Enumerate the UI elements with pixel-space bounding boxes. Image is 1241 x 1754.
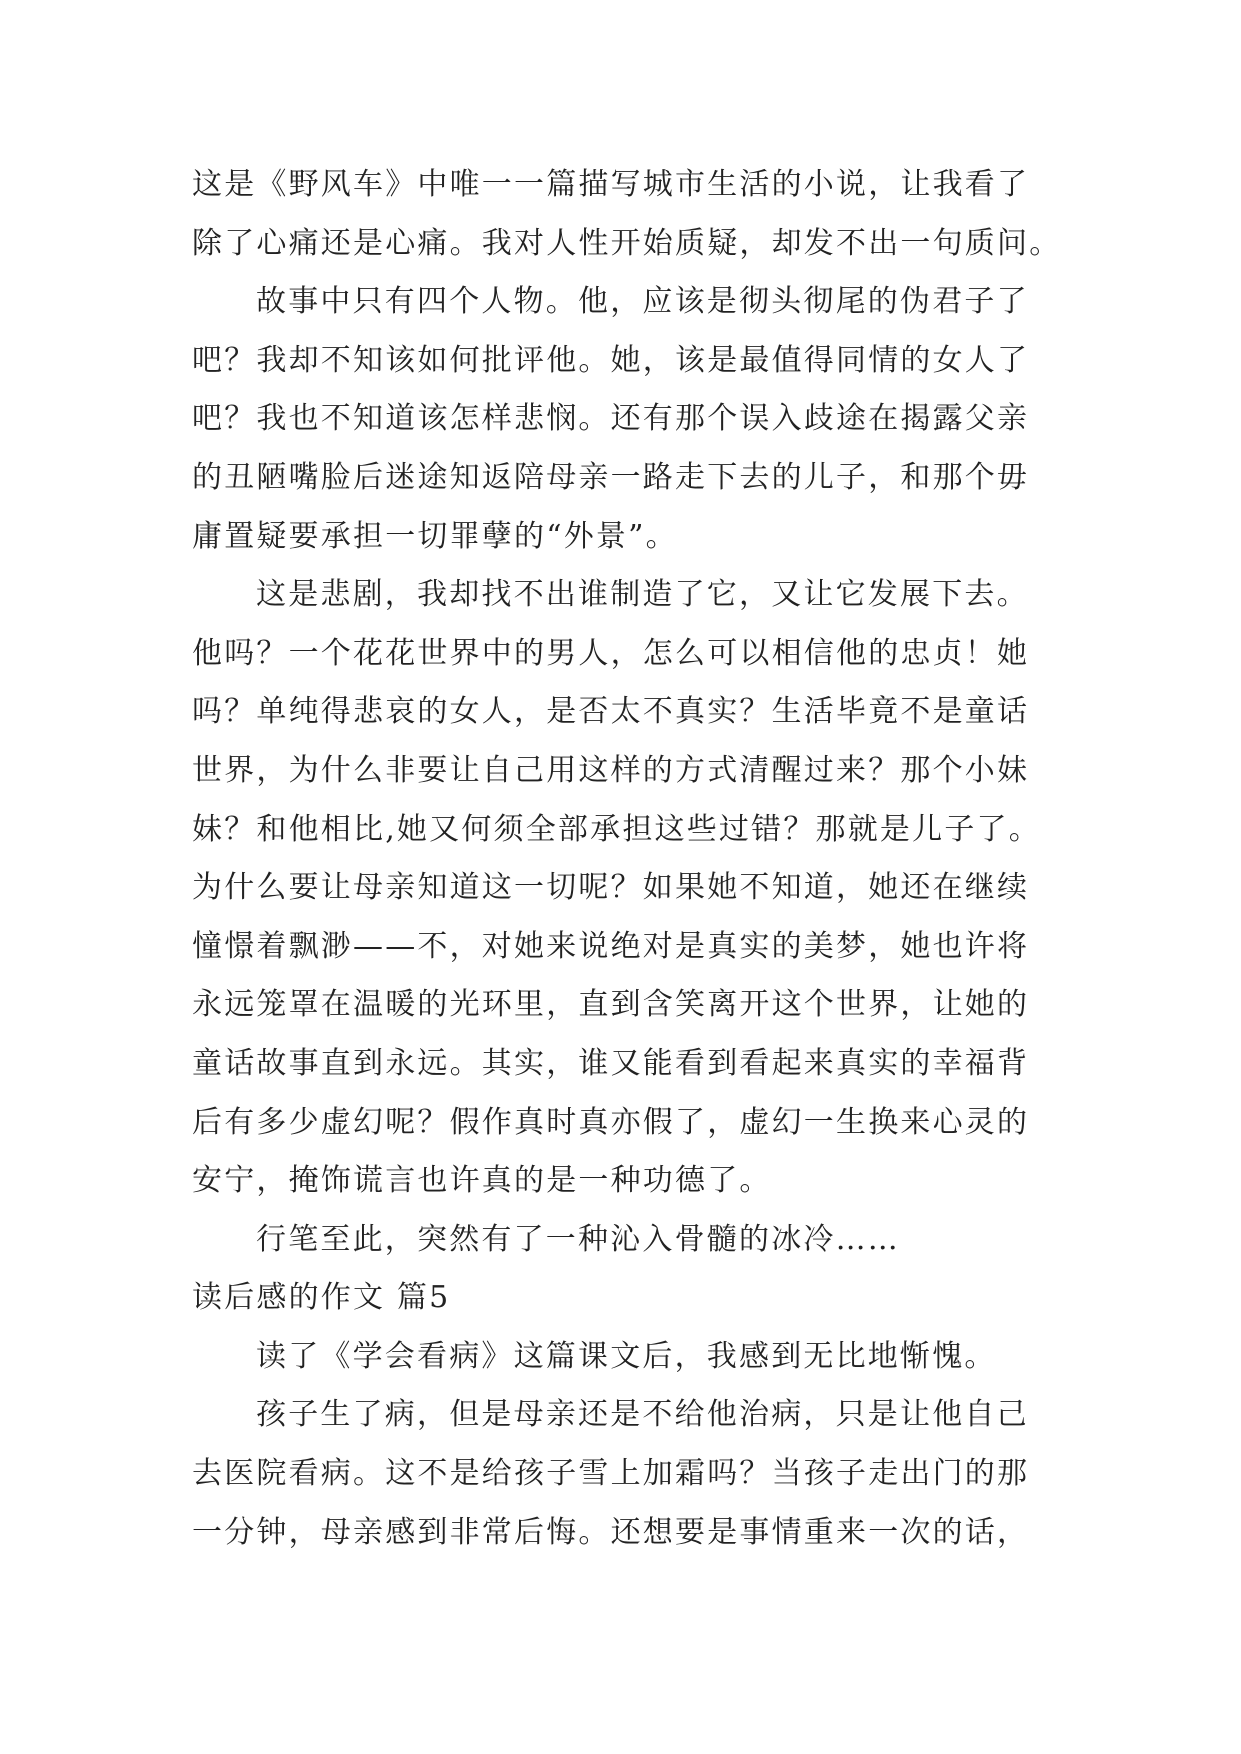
text-line: 的丑陋嘴脸后迷途知返陪母亲一路走下去的儿子，和那个毋 bbox=[192, 459, 1030, 495]
text-line: 安宁，掩饰谎言也许真的是一种功德了。 bbox=[192, 1163, 772, 1199]
text-line: 去医院看病。这不是给孩子雪上加霜吗？当孩子走出门的那 bbox=[192, 1456, 1030, 1492]
text-line: 为什么要让母亲知道这一切呢？如果她不知道，她还在继续 bbox=[192, 870, 1030, 906]
text-line: 吗？单纯得悲哀的女人，是否太不真实？生活毕竟不是童话 bbox=[192, 694, 1030, 730]
text-line: 庸置疑要承担一切罪孽的“外景”。 bbox=[192, 518, 678, 554]
text-line: 读了《学会看病》这篇课文后，我感到无比地惭愧。 bbox=[256, 1338, 997, 1374]
text-line: 一分钟，母亲感到非常后悔。还想要是事情重来一次的话， bbox=[192, 1514, 1030, 1550]
text-line: 后有多少虚幻呢？假作真时真亦假了，虚幻一生换来心灵的 bbox=[192, 1104, 1030, 1140]
text-line: 憧憬着飘渺——不，对她来说绝对是真实的美梦，她也许将 bbox=[192, 928, 1030, 964]
text-line: 世界，为什么非要让自己用这样的方式清醒过来？那个小妹 bbox=[192, 752, 1030, 788]
text-line: 永远笼罩在温暖的光环里，直到含笑离开这个世界，让她的 bbox=[192, 987, 1030, 1023]
text-line: 这是悲剧，我却找不出谁制造了它，又让它发展下去。 bbox=[256, 577, 1029, 613]
text-line: 妹？和他相比,她又何须全部承担这些过错？那就是儿子了。 bbox=[192, 811, 1041, 847]
text-line: 吧？我也不知道该怎样悲悯。还有那个误入歧途在揭露父亲 bbox=[192, 401, 1030, 437]
text-line: 他吗？一个花花世界中的男人，怎么可以相信他的忠贞！她 bbox=[192, 635, 1030, 671]
text-line: 孩子生了病，但是母亲还是不给他治病，只是让他自己 bbox=[256, 1397, 1029, 1433]
text-line: 除了心痛还是心痛。我对人性开始质疑，却发不出一句质问。 bbox=[192, 225, 1062, 261]
section-heading: 读后感的作文 篇5 bbox=[192, 1280, 451, 1316]
text-line: 行笔至此，突然有了一种沁入骨髓的冰冷…… bbox=[256, 1221, 900, 1257]
text-line: 童话故事直到永远。其实，谁又能看到看起来真实的幸福背 bbox=[192, 1045, 1030, 1081]
text-line: 故事中只有四个人物。他，应该是彻头彻尾的伪君子了 bbox=[256, 284, 1029, 320]
text-line: 吧？我却不知该如何批评他。她，该是最值得同情的女人了 bbox=[192, 342, 1030, 378]
text-line: 这是《野风车》中唯一一篇描写城市生活的小说，让我看了 bbox=[192, 167, 1030, 202]
document-body bbox=[192, 156, 1072, 1562]
